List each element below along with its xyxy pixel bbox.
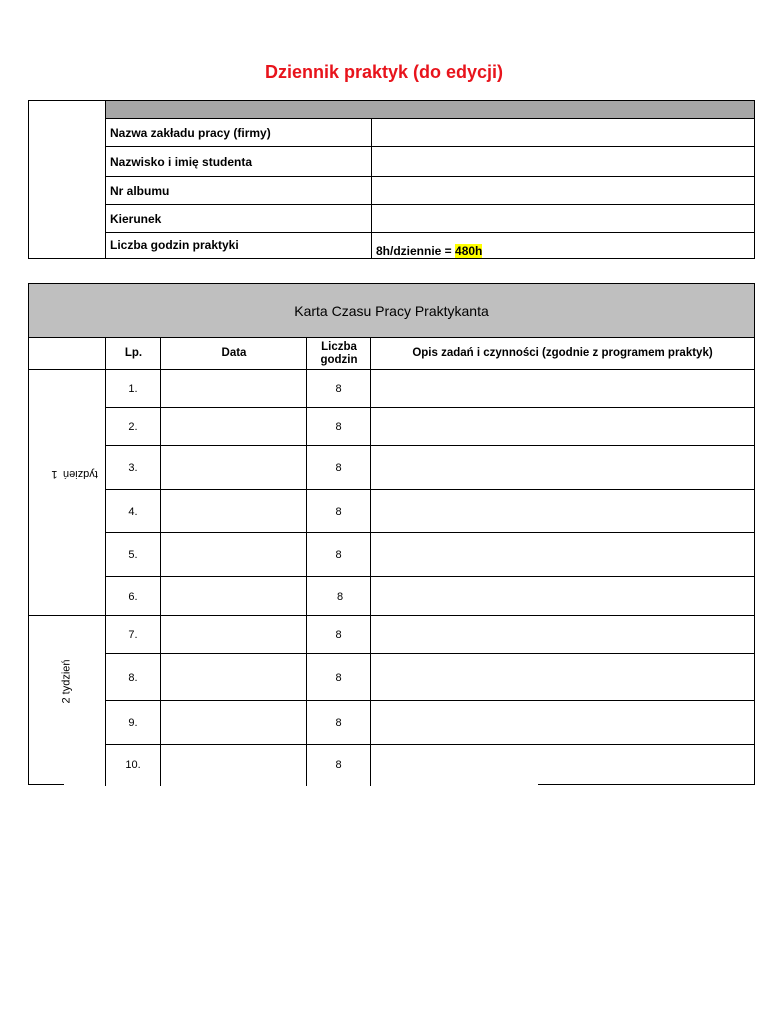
info-row-company bbox=[106, 119, 754, 147]
row-lp: 8. bbox=[128, 671, 138, 684]
row-tasks-field[interactable] bbox=[371, 616, 754, 654]
row-lp: 5. bbox=[128, 549, 138, 561]
row-tasks-field[interactable] bbox=[371, 370, 754, 408]
week-2-label: 2 tydzień bbox=[61, 658, 73, 704]
row-hours: 8 bbox=[335, 383, 342, 395]
album-number-label: Nr albumu bbox=[110, 183, 170, 198]
row-lp: 9. bbox=[128, 717, 138, 729]
week-column-header bbox=[29, 338, 106, 370]
info-row-hours bbox=[106, 233, 754, 259]
info-row-album-number bbox=[106, 177, 754, 205]
row-hours: 8 bbox=[335, 671, 342, 684]
row-lp: 3. bbox=[128, 462, 138, 474]
row-date-field[interactable] bbox=[161, 616, 306, 654]
student-info-table bbox=[28, 100, 755, 259]
row-date-field[interactable] bbox=[161, 654, 306, 701]
row-hours: 8 bbox=[336, 590, 344, 603]
row-tasks-field[interactable] bbox=[371, 490, 754, 533]
hours-field[interactable] bbox=[371, 233, 754, 259]
hours-column-header: Liczba godzin bbox=[307, 338, 371, 370]
info-header-bar bbox=[106, 101, 754, 119]
row-date-field[interactable] bbox=[161, 446, 306, 490]
row-lp: 10. bbox=[125, 759, 141, 771]
document-title: Dziennik praktyk (do edycji) bbox=[264, 62, 504, 82]
major-field[interactable] bbox=[371, 205, 754, 232]
info-left-column bbox=[29, 101, 106, 258]
row-hours: 8 bbox=[335, 421, 342, 433]
row-lp: 1. bbox=[128, 383, 138, 395]
album-number-field[interactable] bbox=[371, 177, 754, 204]
bottom-border-right bbox=[538, 784, 755, 785]
row-tasks-field[interactable] bbox=[371, 408, 754, 446]
info-row-major bbox=[106, 205, 754, 233]
hours-total-highlight: 480h bbox=[455, 244, 483, 258]
row-lp: 4. bbox=[128, 505, 138, 518]
row-hours: 8 bbox=[335, 759, 342, 771]
row-date-field[interactable] bbox=[161, 490, 306, 533]
row-date-field[interactable] bbox=[161, 577, 306, 616]
lp-column-header: Lp. bbox=[106, 338, 161, 370]
row-hours: 8 bbox=[335, 505, 342, 518]
row-date-field[interactable] bbox=[161, 533, 306, 577]
hours-value: 8h/dziennie = 480h bbox=[376, 244, 483, 258]
company-label: Nazwa zakładu pracy (firmy) bbox=[110, 125, 271, 140]
row-tasks-field[interactable] bbox=[371, 533, 754, 577]
row-lp: 6. bbox=[128, 590, 138, 603]
row-lp: 2. bbox=[128, 421, 138, 433]
bottom-border-left bbox=[28, 784, 64, 785]
row-date-field[interactable] bbox=[161, 408, 306, 446]
major-label: Kierunek bbox=[110, 211, 162, 226]
row-tasks-field[interactable] bbox=[371, 701, 754, 745]
student-name-field[interactable] bbox=[371, 147, 754, 176]
row-lp: 7. bbox=[128, 629, 138, 641]
row-hours: 8 bbox=[335, 462, 342, 474]
row-date-field[interactable] bbox=[161, 370, 306, 408]
row-tasks-field[interactable] bbox=[371, 654, 754, 701]
time-card-title: Karta Czasu Pracy Praktykanta bbox=[29, 284, 754, 338]
row-hours: 8 bbox=[335, 549, 342, 561]
info-row-student-name bbox=[106, 147, 754, 177]
row-date-field[interactable] bbox=[161, 745, 306, 785]
row-tasks-field[interactable] bbox=[371, 577, 754, 616]
date-column-header: Data bbox=[161, 338, 307, 370]
company-field[interactable] bbox=[371, 119, 754, 146]
time-card-table bbox=[28, 283, 755, 785]
week-2-cell bbox=[29, 577, 106, 785]
week-1-cell bbox=[29, 370, 106, 577]
student-name-label: Nazwisko i imię studenta bbox=[110, 154, 253, 169]
row-tasks-field[interactable] bbox=[371, 446, 754, 490]
row-hours: 8 bbox=[335, 717, 342, 729]
row-hours: 8 bbox=[335, 629, 342, 641]
row-tasks-field[interactable] bbox=[371, 745, 754, 785]
tasks-column-header: Opis zadań i czynności (zgodnie z programem praktyk) bbox=[371, 338, 754, 370]
row-date-field[interactable] bbox=[161, 701, 306, 745]
hours-label: Liczba godzin praktyki bbox=[110, 237, 239, 252]
week-1-label: 1 tydzień bbox=[51, 468, 98, 480]
